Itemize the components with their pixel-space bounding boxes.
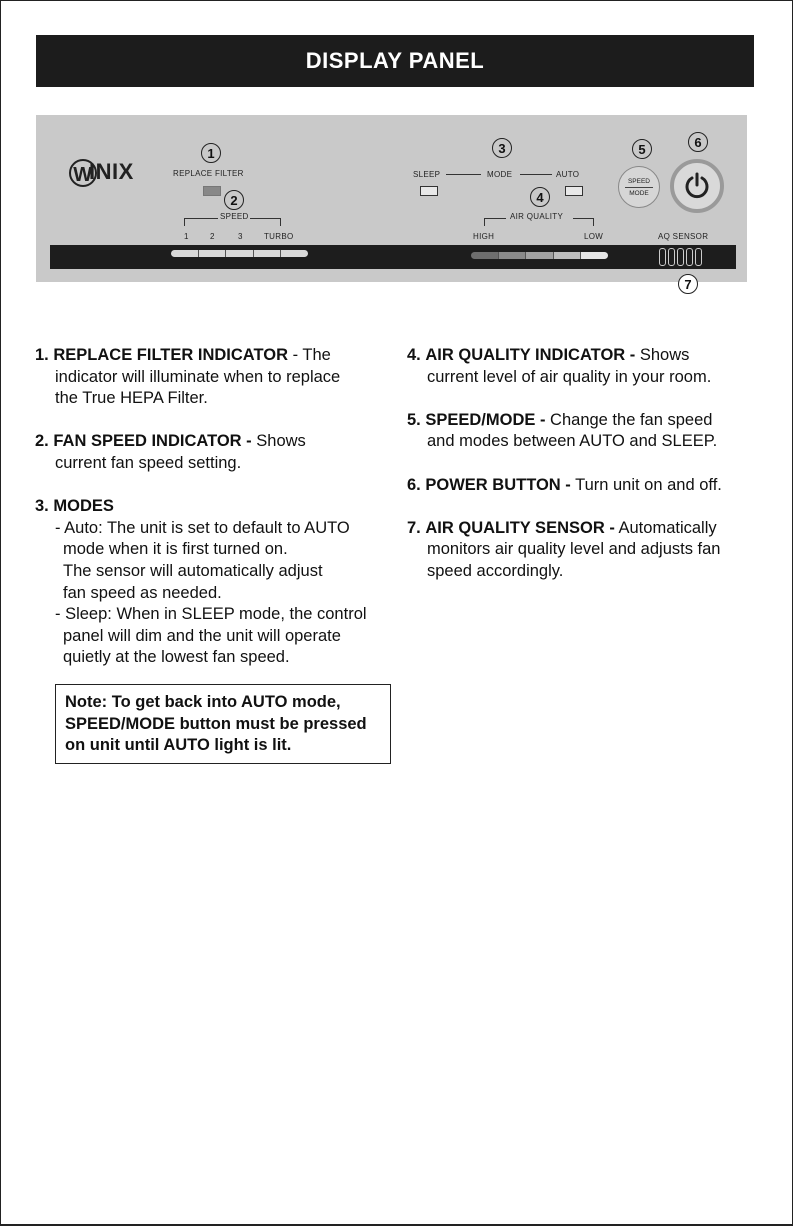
aq-sensor-label: AQ SENSOR (658, 232, 709, 241)
indicator-strip (50, 245, 736, 269)
callout-1: 1 (201, 143, 221, 163)
speed-bar-segment (281, 250, 308, 257)
sleep-led (420, 186, 438, 196)
item7-line: monitors air quality level and adjusts fan (427, 540, 721, 559)
item5-number: 5. (407, 410, 421, 429)
item4-number: 4. (407, 346, 421, 364)
note-line: on unit until AUTO light is lit. (65, 736, 292, 754)
auto-line: mode when it is first turned on. (63, 540, 288, 559)
sleep-line: - Sleep: When in SLEEP mode, the control (55, 605, 367, 624)
aq-bracket-right (593, 218, 594, 226)
item4-line: current level of air quality in your room. (427, 367, 712, 386)
sensor-slot (668, 248, 675, 266)
auto-line: The sensor will automatically adjust (63, 561, 323, 580)
speed-bracket-right-top (250, 218, 280, 219)
speed-bar-segment (226, 250, 254, 257)
item6-text: Turn unit on and off. (570, 475, 722, 494)
speed-mode-button-bottom: MODE (629, 189, 649, 197)
note-box (55, 684, 391, 764)
callout-3: 3 (492, 138, 512, 158)
speed-level-1: 1 (184, 232, 189, 241)
display-panel-illustration (36, 115, 747, 282)
logo-rest: INIX (89, 159, 134, 184)
item1-text: - The (288, 346, 331, 364)
item2-number: 2. (35, 432, 49, 451)
item-replace-filter (35, 345, 395, 410)
item6-heading: POWER BUTTON - (425, 475, 571, 494)
item-modes (35, 496, 395, 669)
auto-line: fan speed as needed. (63, 583, 222, 602)
item7-heading: AIR QUALITY SENSOR - (425, 518, 615, 537)
replace-filter-label: REPLACE FILTER (173, 169, 244, 178)
item5-line: and modes between AUTO and SLEEP. (427, 432, 718, 451)
aq-bar-segment (499, 252, 527, 259)
sensor-slot (677, 248, 684, 266)
sensor-slot (686, 248, 693, 266)
power-icon (682, 171, 712, 201)
item2-text: Shows (251, 432, 306, 451)
aq-bracket-right-top (573, 218, 593, 219)
aq-bar-segment (526, 252, 554, 259)
speed-bracket-right (280, 218, 281, 226)
callout-5: 5 (632, 139, 652, 159)
aq-bar-segment (471, 252, 499, 259)
note-line: Note: To get back into AUTO mode, (65, 693, 341, 711)
speed-bar-segment (254, 250, 282, 257)
note-line: SPEED/MODE button must be pressed (65, 714, 367, 733)
speed-bar-segment (199, 250, 227, 257)
speed-level-turbo: TURBO (264, 232, 294, 241)
item-fan-speed (35, 431, 395, 474)
sensor-slot (695, 248, 702, 266)
item1-heading: REPLACE FILTER INDICATOR (53, 346, 289, 364)
page-title: DISPLAY PANEL (36, 35, 754, 87)
speed-level-3: 3 (238, 232, 243, 241)
air-quality-label: AIR QUALITY (510, 212, 564, 221)
item-power-button (407, 475, 787, 497)
item-speed-mode (407, 410, 787, 453)
item5-heading: SPEED/MODE - (425, 410, 546, 429)
aq-bar-segment (554, 252, 582, 259)
item5-text: Change the fan speed (545, 410, 713, 429)
speed-bar (171, 250, 308, 257)
aq-bracket-left-top (484, 218, 506, 219)
speed-level-2: 2 (210, 232, 215, 241)
item6-number: 6. (407, 475, 421, 494)
left-column (35, 345, 395, 691)
low-label: LOW (584, 232, 604, 241)
item7-line: speed accordingly. (427, 561, 564, 580)
power-button (670, 159, 724, 213)
item1-line: the True HEPA Filter. (55, 389, 208, 408)
mode-line-right (520, 174, 552, 175)
item2-heading: FAN SPEED INDICATOR - (53, 432, 252, 451)
callout-4: 4 (530, 187, 550, 207)
right-column (407, 345, 787, 604)
speed-bracket-left-top (184, 218, 218, 219)
air-quality-bar (471, 252, 608, 259)
item3-number: 3. (35, 497, 49, 516)
replace-filter-led (203, 186, 221, 196)
item3-heading: MODES (53, 497, 114, 516)
callout-7: 7 (678, 274, 698, 294)
aq-sensor (659, 245, 702, 269)
auto-line: - Auto: The unit is set to default to AUTO (55, 518, 350, 537)
aq-bar-segment (581, 252, 608, 259)
winix-logo (69, 159, 134, 187)
mode-line-left (446, 174, 481, 175)
callout-6: 6 (688, 132, 708, 152)
mode-label: MODE (487, 170, 513, 179)
sleep-label: SLEEP (413, 170, 441, 179)
callout-2: 2 (224, 190, 244, 210)
logo-initial: W (69, 159, 97, 187)
item-air-quality (407, 345, 787, 388)
high-label: HIGH (473, 232, 495, 241)
item1-number: 1. (35, 346, 49, 364)
speed-mode-button-top: SPEED (627, 177, 651, 185)
aq-bracket-left (484, 218, 485, 226)
speed-bar-segment (171, 250, 199, 257)
auto-label: AUTO (556, 170, 580, 179)
speed-bracket-left (184, 218, 185, 226)
item4-heading: AIR QUALITY INDICATOR - (425, 346, 636, 364)
speed-mode-divider (625, 187, 653, 188)
sensor-slot (659, 248, 666, 266)
auto-led (565, 186, 583, 196)
item4-text: Shows (635, 346, 690, 364)
item7-text: Automatically (614, 518, 717, 537)
speed-mode-button (618, 166, 660, 208)
item2-line: current fan speed setting. (55, 453, 242, 472)
sleep-line: quietly at the lowest fan speed. (63, 648, 290, 667)
item1-line: indicator will illuminate when to replace (55, 367, 341, 386)
item-aq-sensor (407, 518, 787, 583)
item7-number: 7. (407, 518, 421, 537)
speed-label: SPEED (220, 212, 249, 221)
sleep-line: panel will dim and the unit will operate (63, 626, 341, 645)
